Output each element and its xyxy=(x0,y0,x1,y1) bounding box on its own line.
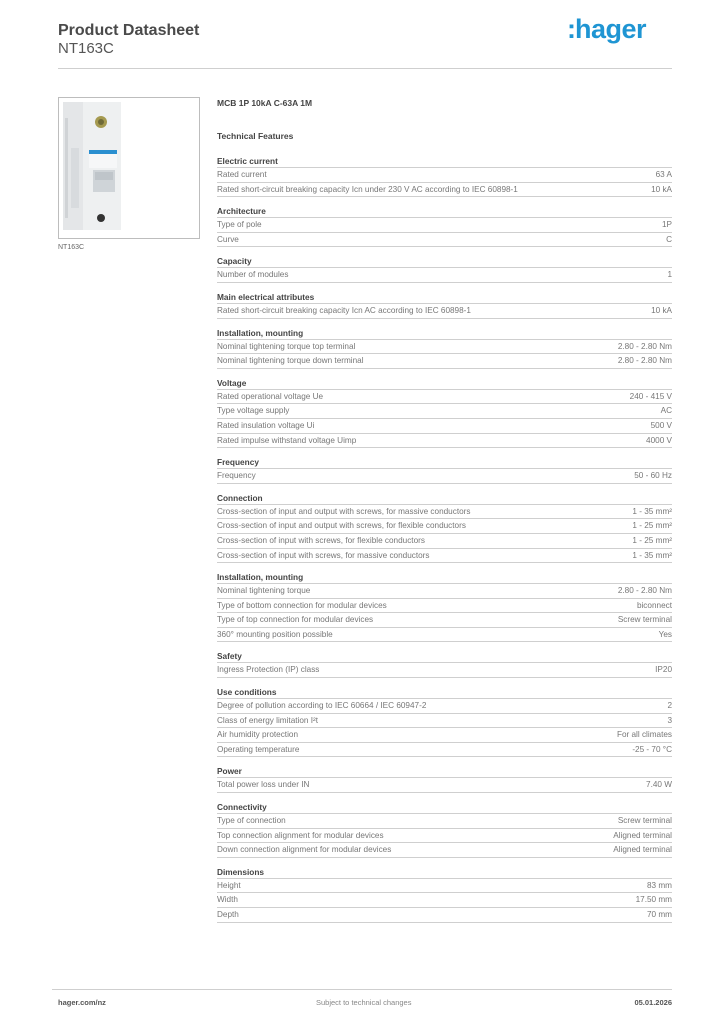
section-title: Voltage xyxy=(217,377,672,390)
circuit-breaker-icon xyxy=(59,98,199,238)
spec-section xyxy=(217,492,672,563)
spec-row xyxy=(217,404,672,419)
spec-row xyxy=(217,304,672,319)
spec-value: Screw terminal xyxy=(617,816,672,826)
section-title: Main electrical attributes xyxy=(217,291,672,304)
spec-value: 10 kA xyxy=(651,184,672,194)
spec-label: 360° mounting position possible xyxy=(217,629,333,639)
spec-section xyxy=(217,255,672,283)
spec-label: Type of connection xyxy=(217,816,286,826)
spec-row xyxy=(217,419,672,434)
spec-section xyxy=(217,866,672,923)
spec-value: Yes xyxy=(658,629,672,639)
spec-value: IP20 xyxy=(655,665,672,675)
spec-row xyxy=(217,699,672,714)
section-title: Frequency xyxy=(217,456,672,469)
product-code: NT163C xyxy=(58,40,114,57)
spec-label: Number of modules xyxy=(217,270,289,280)
spec-row xyxy=(217,268,672,283)
spec-value: 2.80 - 2.80 Nm xyxy=(617,356,672,366)
spec-value: 500 V xyxy=(650,420,672,430)
spec-value: 240 - 415 V xyxy=(629,391,672,401)
spec-label: Cross-section of input with screws, for massive conductors xyxy=(217,550,430,560)
spec-label: Depth xyxy=(217,910,239,919)
spec-section xyxy=(217,456,672,484)
spec-label: Nominal tightening torque top terminal xyxy=(217,341,356,351)
footer-website: hager.com/nz xyxy=(58,998,106,1007)
spec-row xyxy=(217,814,672,829)
spec-row xyxy=(217,893,672,908)
spec-label: Operating temperature xyxy=(217,744,300,754)
spec-section xyxy=(217,801,672,858)
spec-section xyxy=(217,650,672,678)
spec-label: Total power loss under IN xyxy=(217,780,310,790)
spec-value: 4000 V xyxy=(646,435,672,445)
spec-row xyxy=(217,599,672,614)
spec-value: 2 xyxy=(667,701,672,711)
spec-section xyxy=(217,291,672,319)
spec-value: 2.80 - 2.80 Nm xyxy=(617,341,672,351)
spec-label: Down connection alignment for modular devices xyxy=(217,845,392,855)
technical-features-title: Technical Features xyxy=(217,131,294,141)
hager-logo xyxy=(567,14,646,45)
spec-label: Class of energy limitation I²t xyxy=(217,715,319,725)
spec-label: Degree of pollution according to IEC 60664 / IEC 60947-2 xyxy=(217,701,427,711)
spec-label: Type of pole xyxy=(217,220,262,230)
spec-row xyxy=(217,340,672,355)
spec-value: AC xyxy=(660,406,672,416)
spec-row xyxy=(217,390,672,405)
spec-section xyxy=(217,205,672,247)
header-divider xyxy=(58,68,672,69)
spec-value: 1 - 35 mm² xyxy=(632,550,672,560)
section-title: Power xyxy=(217,765,672,778)
spec-value: biconnect xyxy=(636,600,672,610)
spec-label: Cross-section of input with screws, for flexible conductors xyxy=(217,535,425,545)
spec-label: Height xyxy=(217,880,241,890)
footer-date: 05.01.2026 xyxy=(634,998,672,1007)
section-title: Capacity xyxy=(217,255,672,268)
spec-value: C xyxy=(666,234,672,244)
section-title: Safety xyxy=(217,650,672,663)
spec-value: 63 A xyxy=(655,170,672,179)
spec-value: 3 xyxy=(667,715,672,725)
footer-notice: Subject to technical changes xyxy=(316,998,412,1007)
spec-value: 10 kA xyxy=(651,305,672,315)
spec-value: 7.40 W xyxy=(646,780,672,790)
spec-value: Aligned terminal xyxy=(613,845,672,855)
spec-value: 2.80 - 2.80 Nm xyxy=(617,586,672,596)
spec-section xyxy=(217,155,672,197)
spec-row xyxy=(217,613,672,628)
spec-row xyxy=(217,584,672,599)
spec-row xyxy=(217,434,672,449)
spec-row xyxy=(217,534,672,549)
spec-label: Top connection alignment for modular devices xyxy=(217,830,384,840)
document-header xyxy=(58,21,199,57)
product-image xyxy=(58,97,200,239)
spec-row xyxy=(217,829,672,844)
spec-label: Width xyxy=(217,895,238,905)
section-title: Installation, mounting xyxy=(217,327,672,340)
spec-label: Type voltage supply xyxy=(217,406,290,416)
product-image-caption: NT163C xyxy=(58,244,85,251)
spec-section xyxy=(217,327,672,369)
spec-sections xyxy=(217,155,672,923)
spec-label: Curve xyxy=(217,234,239,244)
spec-value: -25 - 70 °C xyxy=(632,744,672,754)
spec-value: For all climates xyxy=(616,730,672,740)
spec-label: Cross-section of input and output with screws, for massive conductors xyxy=(217,506,471,516)
section-title: Electric current xyxy=(217,155,672,168)
document-title: Product Datasheet xyxy=(58,22,200,39)
spec-label: Rated current xyxy=(217,170,267,179)
datasheet-content xyxy=(217,97,672,931)
spec-row xyxy=(217,549,672,564)
spec-label: Frequency xyxy=(217,471,256,481)
spec-label: Rated operational voltage Ue xyxy=(217,391,324,401)
footer-divider xyxy=(52,989,672,990)
spec-value: Aligned terminal xyxy=(613,830,672,840)
spec-value: Screw terminal xyxy=(617,615,672,625)
spec-section xyxy=(217,686,672,757)
spec-label: Nominal tightening torque xyxy=(217,586,311,596)
spec-value: 83 mm xyxy=(646,880,672,890)
product-name: MCB 1P 10kA C-63A 1M xyxy=(217,98,313,108)
spec-label: Rated short-circuit breaking capacity Icn under 230 V AC according to IEC 60898-1 xyxy=(217,184,518,194)
spec-value: 70 mm xyxy=(646,910,672,919)
spec-label: Rated short-circuit breaking capacity Icn AC according to IEC 60898-1 xyxy=(217,305,471,315)
section-title: Connectivity xyxy=(217,801,672,814)
spec-row xyxy=(217,778,672,793)
section-title: Use conditions xyxy=(217,686,672,699)
spec-label: Type of bottom connection for modular devices xyxy=(217,600,387,610)
section-title: Architecture xyxy=(217,205,672,218)
spec-row xyxy=(217,879,672,894)
spec-row xyxy=(217,505,672,520)
spec-section xyxy=(217,765,672,793)
spec-value: 1 - 25 mm² xyxy=(632,535,672,545)
spec-label: Air humidity protection xyxy=(217,730,298,740)
spec-row xyxy=(217,168,672,183)
section-title: Dimensions xyxy=(217,866,672,879)
spec-row xyxy=(217,743,672,758)
section-title: Connection xyxy=(217,492,672,505)
spec-row xyxy=(217,519,672,534)
spec-row xyxy=(217,843,672,858)
spec-label: Type of top connection for modular devices xyxy=(217,615,374,625)
section-title: Installation, mounting xyxy=(217,571,672,584)
spec-label: Ingress Protection (IP) class xyxy=(217,665,320,675)
spec-value: 50 - 60 Hz xyxy=(634,471,672,481)
spec-section xyxy=(217,571,672,642)
spec-value: 17.50 mm xyxy=(635,895,672,905)
spec-section xyxy=(217,377,672,448)
logo-text: hager xyxy=(575,14,647,44)
spec-row xyxy=(217,233,672,248)
spec-row xyxy=(217,218,672,233)
spec-value: 1 - 25 mm² xyxy=(632,521,672,531)
spec-row xyxy=(217,354,672,369)
spec-row xyxy=(217,663,672,678)
spec-value: 1 xyxy=(667,270,672,280)
spec-row xyxy=(217,469,672,484)
spec-row xyxy=(217,714,672,729)
spec-label: Rated impulse withstand voltage Uimp xyxy=(217,435,357,445)
spec-value: 1P xyxy=(661,220,672,230)
spec-label: Rated insulation voltage Ui xyxy=(217,420,315,430)
spec-label: Nominal tightening torque down terminal xyxy=(217,356,364,366)
spec-row xyxy=(217,628,672,643)
spec-label: Cross-section of input and output with screws, for flexible conductors xyxy=(217,521,466,531)
spec-row xyxy=(217,183,672,198)
spec-row xyxy=(217,728,672,743)
spec-value: 1 - 35 mm² xyxy=(632,506,672,516)
spec-row xyxy=(217,908,672,923)
logo-dots: : xyxy=(567,14,575,44)
